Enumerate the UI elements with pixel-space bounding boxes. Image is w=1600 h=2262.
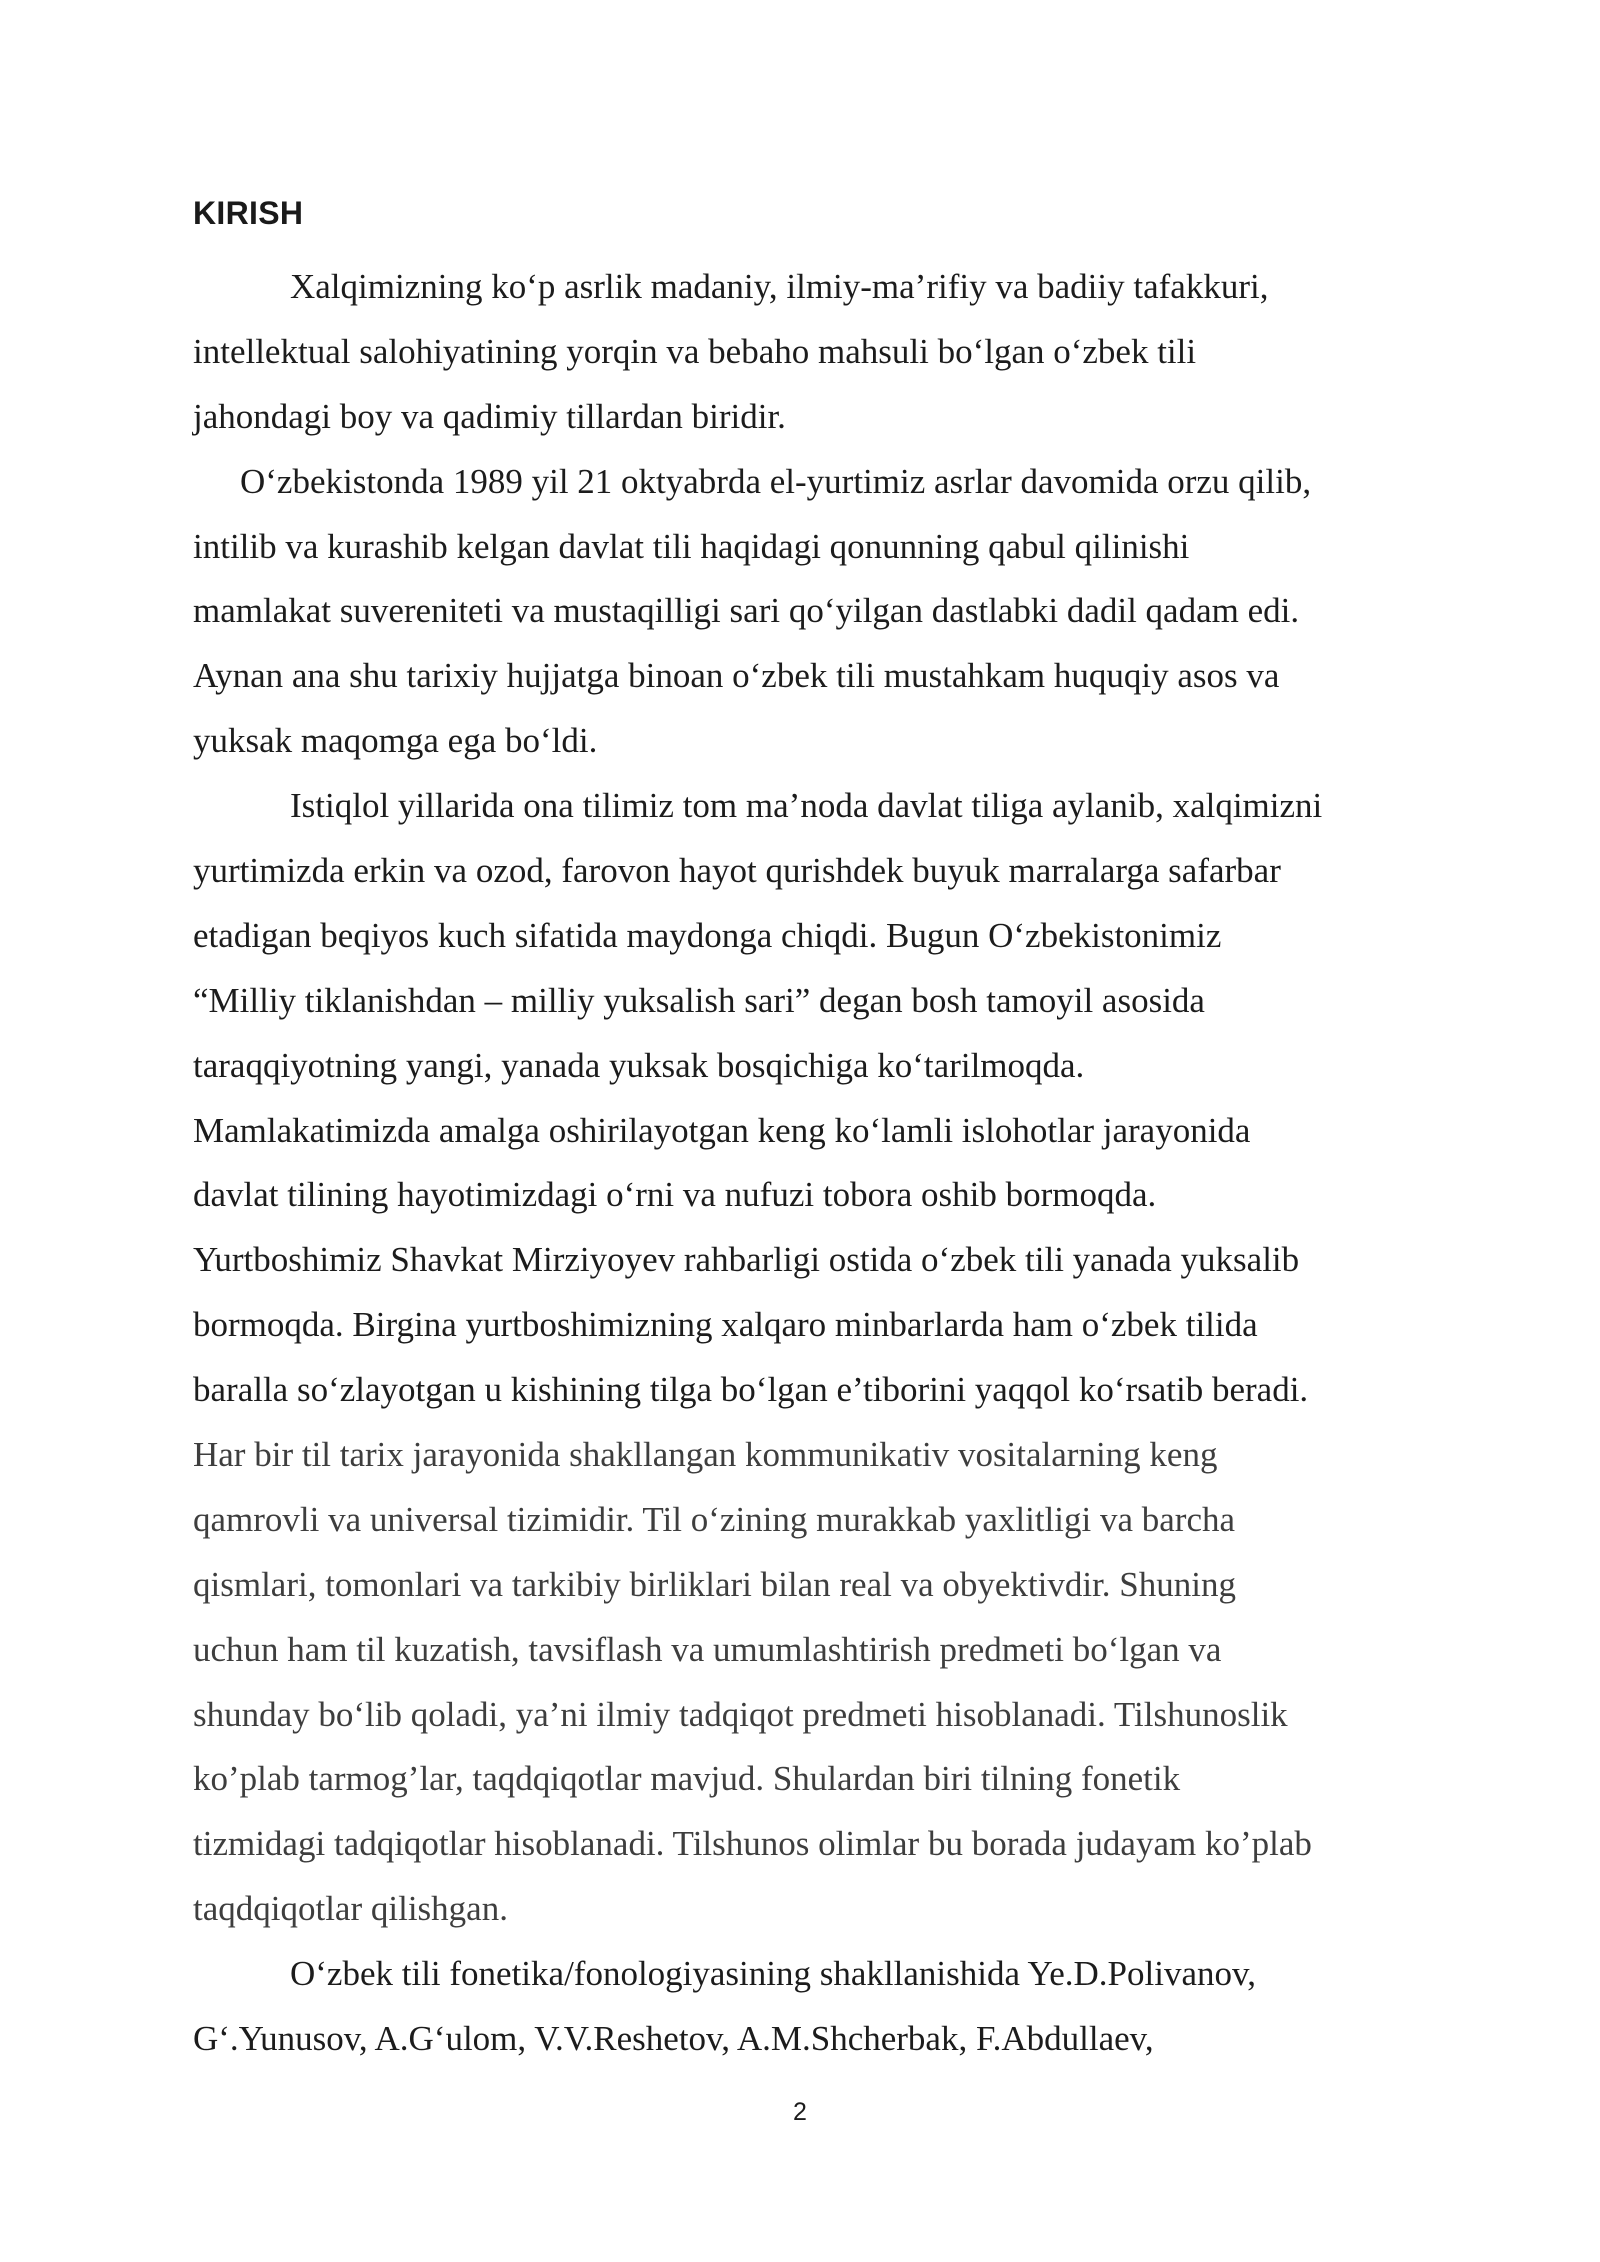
text-line: jahondagi boy va qadimiy tillardan biridir. — [193, 396, 786, 436]
text-line: uchun ham til kuzatish, tavsiflash va umumlashtirish predmeti bo‘lgan va — [193, 1629, 1222, 1669]
text-line: mamlakat suvereniteti va mustaqilligi sari qo‘yilgan dastlabki dadil qadam edi. — [193, 591, 1300, 631]
text-line: etadigan beqiyos kuch sifatida maydonga chiqdi. Bugun O‘zbekistonimiz — [193, 915, 1222, 955]
text-line: davlat tilining hayotimizdagi o‘rni va nufuzi tobora oshib bormoqda. — [193, 1175, 1157, 1215]
paragraph-1 — [193, 255, 1433, 450]
body-text — [193, 255, 1433, 2072]
text-line: Aynan ana shu tarixiy hujjatga binoan o‘zbek tili mustahkam huquqiy asos va — [193, 656, 1280, 696]
text-line: Istiqlol yillarida ona tilimiz tom ma’noda davlat tiliga aylanib, xalqimizni — [290, 786, 1323, 826]
paragraph-4 — [193, 1423, 1433, 1942]
paragraph-3 — [193, 774, 1433, 1423]
text-line: intellektual salohiyatining yorqin va bebaho mahsuli bo‘lgan o‘zbek tili — [193, 331, 1197, 371]
text-line: taqdqiqotlar qilishgan. — [193, 1889, 508, 1929]
text-line: Har bir til tarix jarayonida shakllangan kommunikativ vositalarning keng — [193, 1435, 1218, 1475]
text-line: shunday bo‘lib qoladi, ya’ni ilmiy tadqiqot predmeti hisoblanadi. Tilshunoslik — [193, 1694, 1288, 1734]
text-line: taraqqiyotning yangi, yanada yuksak bosqichiga ko‘tarilmoqda. — [193, 1045, 1085, 1085]
text-line: intilib va kurashib kelgan davlat tili haqidagi qonunning qabul qilinishi — [193, 526, 1190, 566]
text-line: yuksak maqomga ega bo‘ldi. — [193, 721, 598, 761]
text-line: tizmidagi tadqiqotlar hisoblanadi. Tilshunos olimlar bu borada judayam ko’plab — [193, 1824, 1312, 1864]
text-line: Yurtboshimiz Shavkat Mirziyoyev rahbarligi ostida o‘zbek tili yanada yuksalib — [193, 1240, 1300, 1280]
paragraph-5 — [193, 1942, 1433, 2072]
text-line: O‘zbekistonda 1989 yil 21 oktyabrda el-yurtimiz asrlar davomida orzu qilib, — [240, 461, 1312, 501]
text-line: O‘zbek tili fonetika/fonologiyasining shakllanishida Ye.D.Polivanov, — [290, 1954, 1256, 1994]
paragraph-2 — [193, 450, 1433, 774]
text-line: bormoqda. Birgina yurtboshimizning xalqaro minbarlarda ham o‘zbek tilida — [193, 1305, 1258, 1345]
section-heading: KIRISH — [193, 195, 304, 231]
text-line: yurtimizda erkin va ozod, farovon hayot qurishdek buyuk marralarga safarbar — [193, 851, 1281, 891]
text-line: qismlari, tomonlari va tarkibiy birliklari bilan real va obyektivdir. Shuning — [193, 1564, 1236, 1604]
page-number: 2 — [793, 2098, 807, 2126]
text-line: ko’plab tarmog’lar, taqdqiqotlar mavjud. Shulardan biri tilning fonetik — [193, 1759, 1181, 1799]
text-line: G‘.Yunusov, A.G‘ulom, V.V.Reshetov, A.M.Shcherbak, F.Abdullaev, — [193, 2019, 1154, 2059]
text-line: Xalqimizning ko‘p asrlik madaniy, ilmiy-ma’rifiy va badiiy tafakkuri, — [290, 267, 1269, 306]
text-line: “Milliy tiklanishdan – milliy yuksalish sari” degan bosh tamoyil asosida — [193, 980, 1205, 1020]
text-line: baralla so‘zlayotgan u kishining tilga bo‘lgan e’tiborini yaqqol ko‘rsatib beradi. — [193, 1370, 1309, 1410]
text-line: qamrovli va universal tizimidir. Til o‘zining murakkab yaxlitligi va barcha — [193, 1499, 1236, 1539]
text-line: Mamlakatimizda amalga oshirilayotgan keng ko‘lamli islohotlar jarayonida — [193, 1110, 1251, 1150]
